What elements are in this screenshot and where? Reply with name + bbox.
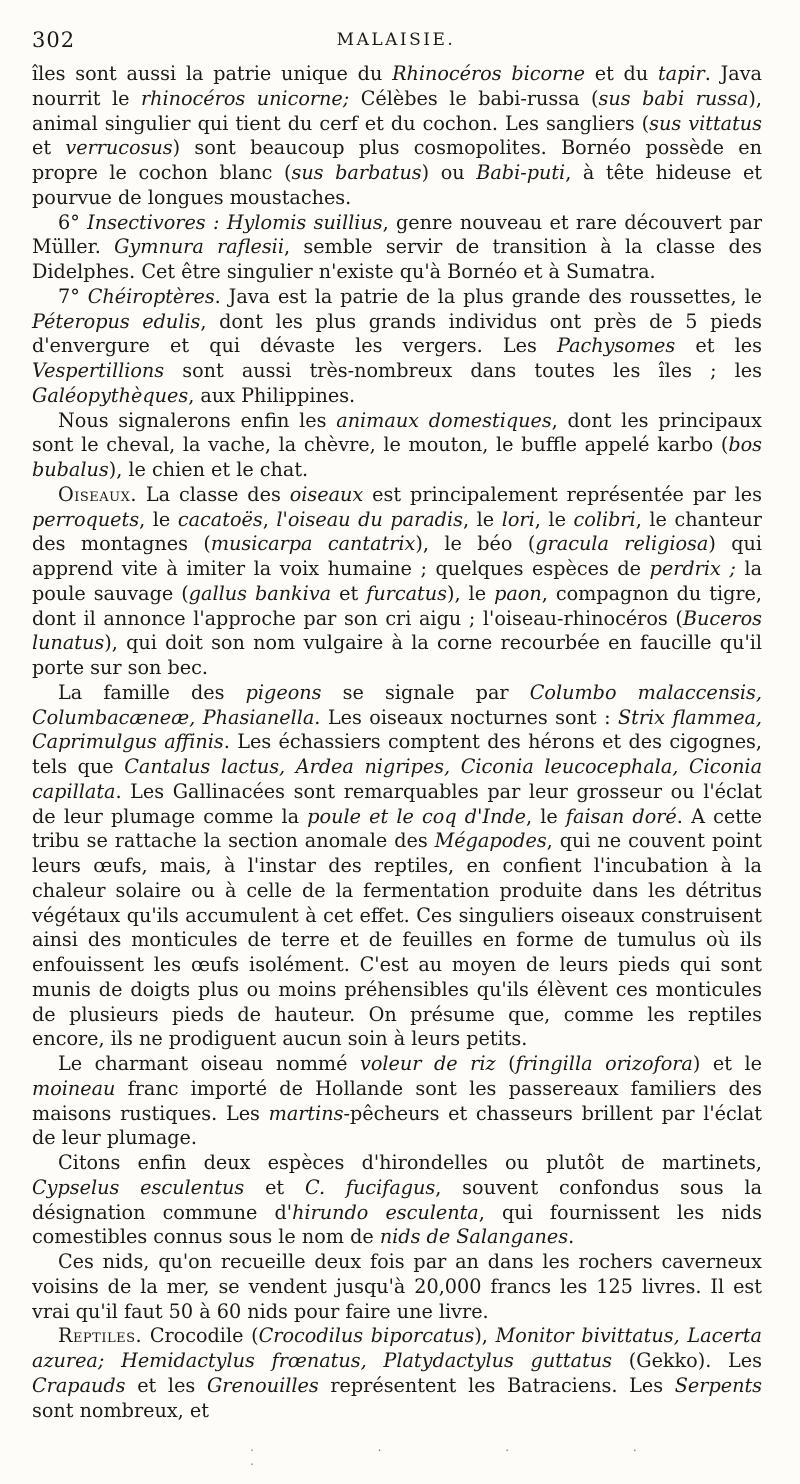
text-run: 6° bbox=[58, 210, 88, 234]
text-run: Le charmant oiseau nommé bbox=[58, 1052, 361, 1075]
text-run: . Java nourrit le bbox=[32, 62, 762, 110]
text-run: . Les échassiers comptent des hérons et des cigognes, tels que bbox=[32, 730, 763, 778]
text-run: , le bbox=[462, 507, 502, 531]
text-run: ), le béo ( bbox=[415, 532, 536, 556]
page-number: 302 bbox=[32, 28, 76, 52]
italic-term: Crapauds bbox=[32, 1373, 126, 1397]
italic-term: Pachysomes bbox=[557, 334, 676, 358]
text-run: et bbox=[244, 1175, 305, 1199]
text-run: ( bbox=[495, 1052, 516, 1075]
text-run: . A cette tribu se rattache la section anomale des bbox=[32, 804, 762, 853]
section-heading: Oiseaux. bbox=[58, 482, 137, 506]
italic-term: hirundo esculenta bbox=[292, 1200, 479, 1224]
text-run: ) sont beaucoup plus cosmopolites. Bornéo possède en propre le cochon blanc ( bbox=[32, 136, 762, 184]
text-run: , le bbox=[139, 507, 178, 531]
text-run: , à tête hideuse et pourvue de longues moustaches. bbox=[32, 161, 763, 209]
paragraph-insectivores bbox=[32, 211, 762, 285]
text-run: La famille des bbox=[58, 680, 246, 704]
italic-term: Vespertillions bbox=[32, 359, 165, 382]
text-run: , souvent confondus sous la désignation commune d' bbox=[32, 1175, 763, 1224]
paragraph-voleur-de-riz bbox=[32, 1052, 762, 1151]
italic-term: l'oiseau du paradis bbox=[276, 507, 463, 531]
text-run: et bbox=[331, 581, 367, 605]
text-run: 7° bbox=[58, 284, 88, 308]
text-run: sont nombreux, et bbox=[32, 1398, 209, 1422]
text-run: ), le chien et le chat. bbox=[108, 458, 309, 481]
italic-term: sus babi russa bbox=[598, 86, 749, 110]
text-run: ) et le bbox=[692, 1052, 762, 1075]
text-run: . bbox=[568, 1225, 575, 1249]
text-run: ) ou bbox=[421, 161, 477, 184]
text-run: Nous signalerons enfin les bbox=[58, 408, 337, 432]
italic-term: fringilla orizofora bbox=[515, 1052, 693, 1075]
text-run: , le chanteur des montagnes ( bbox=[32, 507, 762, 556]
italic-term: poule et le coq d'Inde bbox=[307, 804, 526, 828]
italic-term: tapir bbox=[657, 62, 705, 85]
italic-term: Rhinocéros bicorne bbox=[392, 62, 585, 85]
text-run: Crocodile ( bbox=[142, 1324, 259, 1348]
italic-term: musicarpa cantatrix bbox=[210, 532, 416, 556]
text-run: ), le bbox=[446, 581, 495, 605]
italic-term: animaux domestiques bbox=[336, 408, 552, 432]
text-run: , aux Philippines. bbox=[188, 383, 356, 407]
text-run: est principalement représentée par les bbox=[363, 482, 762, 506]
italic-term: bos bubalus bbox=[32, 433, 762, 481]
italic-term: Grenouilles bbox=[206, 1373, 319, 1397]
text-run: . Java est la patrie de la plus grande des roussettes, le bbox=[214, 284, 762, 308]
italic-term: colibri bbox=[573, 507, 636, 531]
italic-term: Mégapodes bbox=[434, 829, 547, 853]
body-text bbox=[32, 62, 762, 1423]
italic-term: martins bbox=[268, 1101, 344, 1125]
text-run: , qui ne couvent point leurs œufs, mais, à l'instar des reptiles, en confient l'incubation à la chaleur solaire ou à celle de la fermentation produite dans les détritus végétaux qu'ils accumulent à cet effet. Ces singuliers oiseaux construisent ainsi des monticules de terre et de feuilles en forme de tumulus où ils enfouissent les œufs isolément. C'est au moyen de leurs pieds qui sont munis de doigts plus ou moins préhensibles qu'ils élèvent ces monticules de plusieurs pieds de hauteur. On présume que, comme les reptiles encore, ils ne prodiguent aucun soin à leurs petits. bbox=[32, 829, 762, 1051]
text-run: représentent les Batraciens. Les bbox=[318, 1373, 675, 1397]
text-run: et les bbox=[675, 334, 762, 358]
italic-term: Columbo malaccensis, Columbacæneæ, Phasianella bbox=[32, 680, 763, 729]
text-run: la poule sauvage ( bbox=[32, 557, 763, 605]
italic-term: Chéiroptères bbox=[87, 284, 215, 308]
italic-term: Serpents bbox=[674, 1373, 763, 1397]
text-run: franc importé de Hollande sont les passereaux familiers des maisons rustiques. Les bbox=[32, 1076, 762, 1125]
text-run: ) qui apprend vite à imiter la voix humaine ; quelques espèces de bbox=[32, 532, 762, 580]
page-bottom-marks: . . . . . bbox=[250, 1440, 697, 1468]
text-run: . Les oiseaux nocturnes sont : bbox=[314, 705, 619, 729]
italic-term: Crocodilus biporcatus bbox=[258, 1324, 475, 1348]
italic-term: C. fucifagus bbox=[304, 1175, 436, 1199]
italic-term: Cantalus lactus, Ardea nigripes, Ciconia leucocephala, Ciconia capillata bbox=[32, 755, 763, 803]
text-run: , dont les plus grands individus ont près de 5 pieds d'envergure et qui dévaste les vergers. Les bbox=[32, 309, 762, 358]
italic-term: furcatus bbox=[366, 581, 447, 605]
text-run: et les bbox=[125, 1373, 207, 1397]
text-run: -pêcheurs et chasseurs brillent par l'éclat de leur plumage. bbox=[32, 1101, 763, 1150]
italic-term: cacatoës bbox=[177, 507, 263, 531]
italic-term: Péteropus edulis bbox=[32, 309, 201, 333]
paragraph-rhinoceros bbox=[32, 62, 762, 211]
italic-term: Babi-puti bbox=[476, 161, 566, 184]
text-run: , compagnon du tigre, dont il annonce l'approche par son cri aigu ; l'oiseau-rhinocéros ( bbox=[32, 581, 763, 630]
italic-term: gallus bankiva bbox=[188, 581, 332, 605]
italic-term: perroquets bbox=[32, 507, 140, 531]
italic-term: paon bbox=[494, 581, 542, 605]
running-title: MALAISIE. bbox=[336, 30, 456, 50]
italic-term: Gymnura raflesii bbox=[114, 235, 284, 259]
italic-term: lori bbox=[501, 507, 535, 531]
italic-term: verrucosus bbox=[65, 136, 173, 160]
text-run: Célèbes le babi-russa ( bbox=[349, 86, 599, 110]
italic-term: voleur de riz bbox=[360, 1052, 496, 1075]
italic-term: gracula religiosa bbox=[535, 532, 709, 556]
paragraph-cheiropteres bbox=[32, 285, 762, 409]
text-run: , le bbox=[534, 507, 574, 531]
italic-term: perdrix ; bbox=[649, 557, 736, 580]
text-run: , semble servir de transition à la classe des Didelphes. Cet être singulier n'existe qu'à Bornéo et à Sumatra. bbox=[32, 235, 762, 283]
text-run: sont aussi très-nombreux dans toutes les îles ; les bbox=[164, 359, 762, 382]
paragraph-animaux-domestiques bbox=[32, 409, 762, 483]
text-run: (Gekko). Les bbox=[612, 1349, 763, 1372]
text-run: Citons enfin deux espèces d'hirondelles ou plutôt de martinets, bbox=[58, 1151, 762, 1174]
italic-term: Buceros lunatus bbox=[32, 606, 762, 655]
italic-term: Cypselus esculentus bbox=[32, 1175, 245, 1199]
text-run: , genre nouveau et rare découvert par Müller. bbox=[32, 210, 762, 259]
text-run: îles sont aussi la patrie unique du bbox=[32, 62, 393, 85]
italic-term: rhinocéros unicorne; bbox=[140, 86, 350, 110]
paragraph-nids bbox=[32, 1250, 762, 1324]
text-run: La classe des bbox=[136, 482, 290, 506]
text-run: Ces nids, qu'on recueille deux fois par an dans les rochers caverneux voisins de la mer, se vendent jusqu'à 20,000 francs les 125 livres. Il est vrai qu'il faut 50 à 60 nids pour faire une livre. bbox=[32, 1250, 762, 1323]
text-run: et bbox=[32, 136, 66, 160]
text-run: . Les Gallinacées sont remarquables par leur grosseur ou l'éclat de leur plumage comme la bbox=[32, 779, 762, 828]
italic-term: sus barbatus bbox=[291, 161, 422, 184]
italic-term: Strix flammea, Caprimulgus affinis bbox=[32, 705, 762, 754]
text-run: , qui fournissent les nids comestibles connus sous le nom de bbox=[32, 1200, 762, 1249]
italic-term: Monitor bivittatus, Lacerta azurea; Hemidactylus frœnatus, Platydactylus guttatus bbox=[32, 1324, 762, 1372]
italic-term: pigeons bbox=[245, 680, 322, 704]
paragraph-hirondelles bbox=[32, 1151, 762, 1250]
italic-term: Galéopythèques bbox=[32, 383, 189, 407]
paragraph-oiseaux bbox=[32, 483, 762, 681]
text-run: , dont les principaux sont le cheval, la vache, la chèvre, le mouton, le buffle appelé karbo ( bbox=[32, 408, 762, 457]
text-run: , bbox=[262, 507, 277, 531]
paragraph-pigeons bbox=[32, 681, 762, 1052]
section-heading: Reptiles. bbox=[58, 1324, 143, 1348]
text-run: ), bbox=[474, 1324, 496, 1348]
italic-term: faisan doré bbox=[565, 804, 677, 828]
text-run: ), qui doit son nom vulgaire à la corne recourbée en faucille qu'il porte sur son bec. bbox=[32, 631, 762, 679]
italic-term: Insectivores : Hylomis suillius bbox=[87, 210, 383, 234]
italic-term: sus vittatus bbox=[649, 111, 763, 135]
italic-term: oiseaux bbox=[289, 482, 364, 506]
italic-term: moineau bbox=[32, 1076, 116, 1100]
text-run: se signale par bbox=[321, 680, 530, 704]
text-run: , le bbox=[525, 804, 566, 828]
text-run: et du bbox=[584, 62, 658, 85]
italic-term: nids de Salanganes bbox=[379, 1225, 569, 1249]
paragraph-reptiles bbox=[32, 1324, 762, 1423]
running-header bbox=[32, 28, 760, 58]
text-run: ), animal singulier qui tient du cerf et du cochon. Les sangliers ( bbox=[32, 86, 762, 135]
